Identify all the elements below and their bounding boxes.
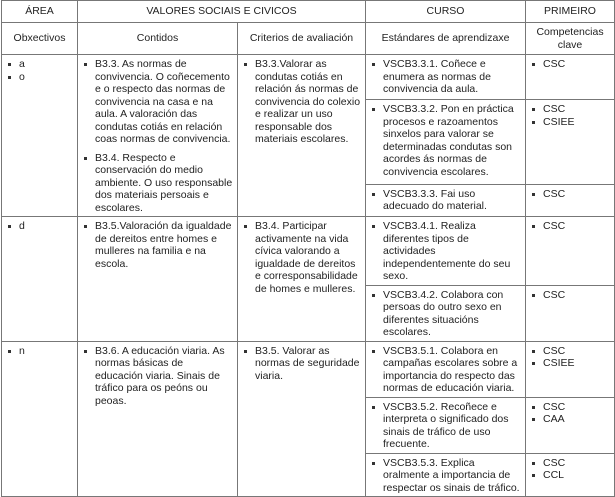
competences-cell <box>526 184 615 216</box>
list-item: VSCB3.4.1. Realiza diferentes tipos de actividades independentemente do seu sexo. <box>370 220 521 283</box>
standard-cell <box>366 100 526 184</box>
criteria-cell <box>238 55 366 217</box>
list-item: CSC <box>530 103 610 116</box>
competences-cell <box>526 217 615 286</box>
competences-cell <box>526 397 615 453</box>
contents-cell <box>78 55 238 217</box>
competences-cell <box>526 100 615 184</box>
list-item: VSCB3.5.1. Colabora en campañas escolares sobre a importancia do respecto das normas de educación viaria. <box>370 345 521 395</box>
list-item: CSC <box>530 457 610 470</box>
area-value: VALORES SOCIAIS E CIVICOS <box>78 1 366 23</box>
list-item: CSC <box>530 345 610 358</box>
list-item: B3.3. As normas de convivencia. O coñecemento e o respecto das normas de convivencia na casa e na aula. A valoración das condutas cotiás en relación coas normas de convivencia. <box>82 58 233 146</box>
contents-cell <box>78 341 238 497</box>
list-item: CSIEE <box>530 357 610 370</box>
objectives-cell <box>2 217 78 342</box>
col-header-criteria: Criterios de avaliación <box>238 23 366 55</box>
course-value: PRIMEIRO <box>526 1 615 23</box>
objectives-cell <box>2 55 78 217</box>
list-item: d <box>6 220 73 233</box>
objectives-cell <box>2 341 78 497</box>
standard-cell <box>366 397 526 453</box>
list-item: CSC <box>530 289 610 302</box>
standard-cell <box>366 55 526 100</box>
criteria-cell <box>238 217 366 342</box>
list-item: VSCB3.3.2. Pon en práctica procesos e razoamentos sinxelos para valorar se determinadas condutas son acordes ás normas de convivencia escolares. <box>370 103 521 178</box>
col-header-standards: Estándares de aprendizaxe <box>366 23 526 55</box>
competences-cell <box>526 453 615 497</box>
list-item: B3.4. Respecto e conservación do medio ambiente. O uso responsable dos materiais persoais e escolares. <box>82 152 233 215</box>
list-item: CSC <box>530 401 610 414</box>
list-item: B3.5.Valoración da igualdade de dereitos entre homes e mulleres na familia e na escola. <box>82 220 233 270</box>
list-item: VSCB3.3.3. Fai uso adecuado do material. <box>370 188 521 213</box>
standard-cell <box>366 285 526 341</box>
standard-cell <box>366 184 526 216</box>
list-item: B3.6. A educación viaria. As normas básicas de educación viaria. Sinais de tráfico para os peóns ou peoas. <box>82 345 233 408</box>
list-item: VSCB3.4.2. Colabora con persoas do outro sexo en diferentes situacións escolares. <box>370 289 521 339</box>
list-item: VSCB3.3.1. Coñece e enumera as normas de convivencia da aula. <box>370 58 521 96</box>
table-row <box>2 217 615 286</box>
criteria-cell <box>238 341 366 497</box>
list-item: VSCB3.5.3. Explica oralmente a importancia de respectar os sinais de tráfico. <box>370 457 521 495</box>
list-item: B3.5. Valorar as normas de seguridade viaria. <box>242 345 361 383</box>
list-item: B3.4. Participar activamente na vida cívica valorando a igualdade de dereitos e corresponsabilidade de homes e mulleres. <box>242 220 361 295</box>
contents-cell <box>78 217 238 342</box>
col-header-objectives: Obxectivos <box>2 23 78 55</box>
list-item: CSC <box>530 188 610 201</box>
list-item: CCL <box>530 469 610 482</box>
list-item: n <box>6 345 73 358</box>
table-row <box>2 341 615 397</box>
list-item: o <box>6 71 73 84</box>
competences-cell <box>526 285 615 341</box>
standard-cell <box>366 453 526 497</box>
list-item: CSC <box>530 58 610 71</box>
area-label: ÁREA <box>2 1 78 23</box>
list-item: B3.3.Valorar as condutas cotiás en relación ás normas de convivencia do colexio e realizar un uso responsable dos materiais escolares. <box>242 58 361 146</box>
table-row <box>2 55 615 100</box>
course-label: CURSO <box>366 1 526 23</box>
standard-cell <box>366 341 526 397</box>
list-item: CSIEE <box>530 116 610 129</box>
competences-cell <box>526 55 615 100</box>
curriculum-table <box>1 0 615 497</box>
list-item: a <box>6 58 73 71</box>
list-item: CAA <box>530 413 610 426</box>
list-item: CSC <box>530 220 610 233</box>
col-header-contents: Contidos <box>78 23 238 55</box>
list-item: VSCB3.5.2. Recoñece e interpreta o significado dos sinais de tráfico de uso frecuente. <box>370 401 521 451</box>
col-header-competences: Competencias clave <box>526 23 615 55</box>
competences-cell <box>526 341 615 397</box>
standard-cell <box>366 217 526 286</box>
